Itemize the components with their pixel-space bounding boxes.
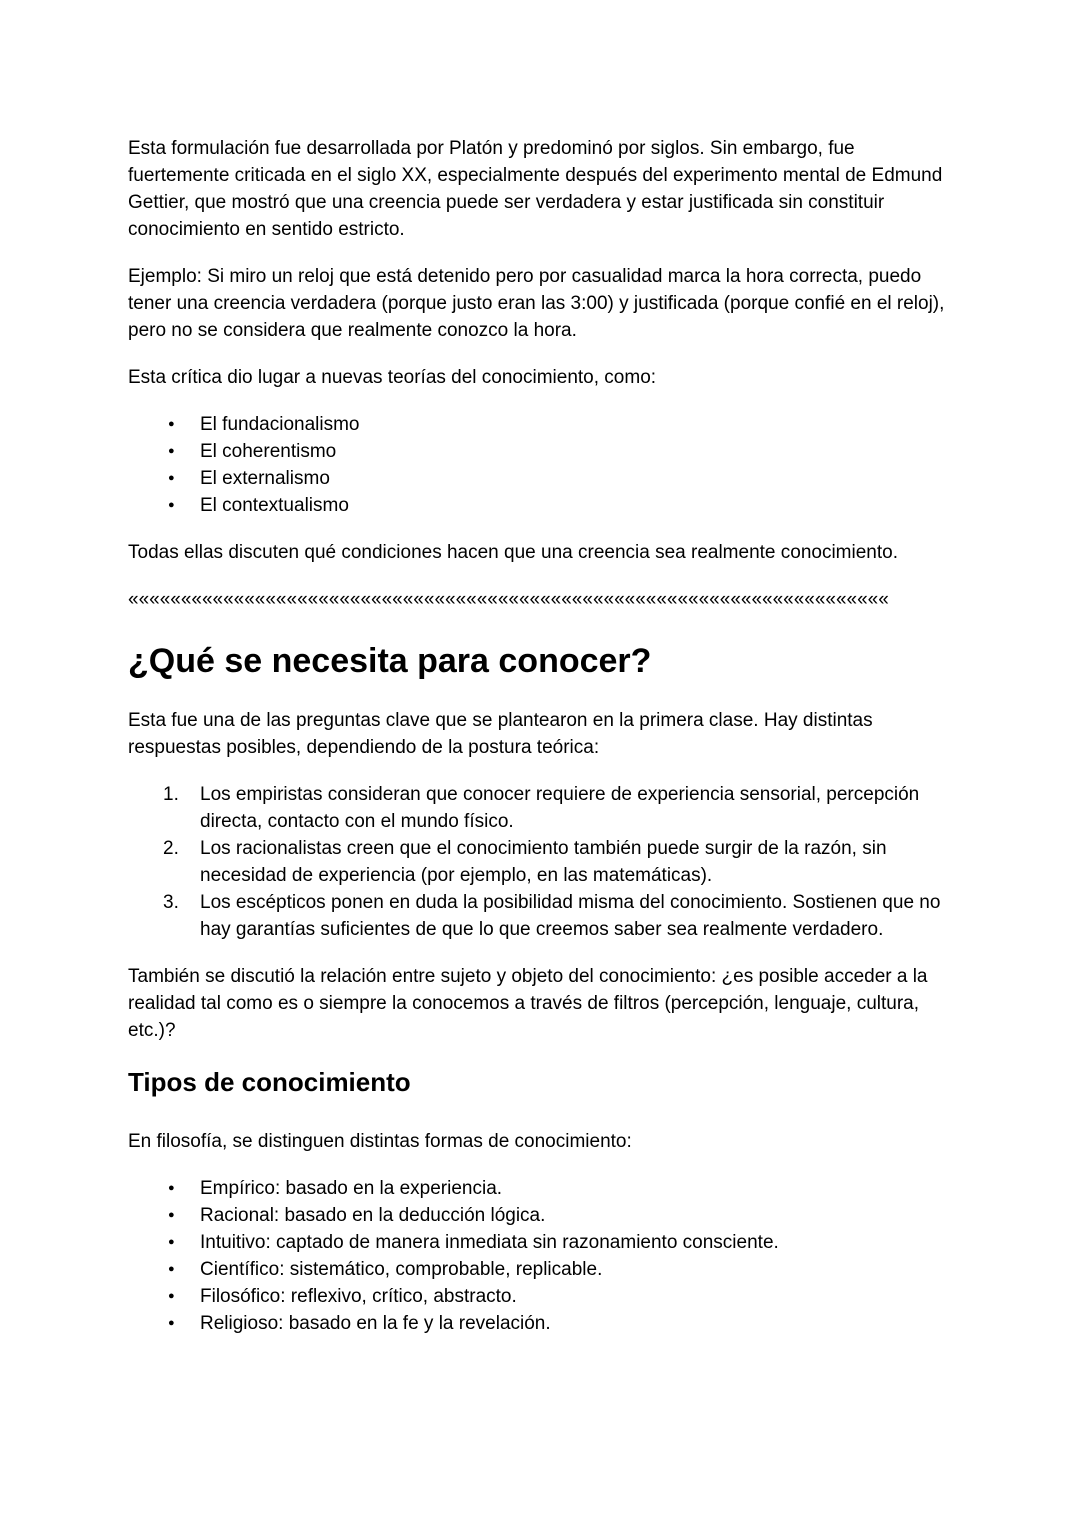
question-intro-paragraph: Esta fue una de las preguntas clave que se plantearon en la primera clase. Hay distintas respuestas posibles, dependiendo de la postura teórica:	[128, 710, 873, 758]
example-paragraph: Ejemplo: Si miro un reloj que está detenido pero por casualidad marca la hora correcta, puedo tener una creencia verdadera (porque justo eran las 3:00) y justificada (porque confié en el reloj), pero no se considera que realmente conozco la hora.	[128, 266, 945, 341]
list-item: Los racionalistas creen que el conocimiento también puede surgir de la razón, sin necesidad de experiencia (por ejemplo, en las matemáticas).	[200, 838, 887, 886]
theories-list	[128, 411, 952, 519]
knowledge-types-list	[128, 1175, 952, 1337]
guillemet-separator: ««««««««««««««««««««««««««««««««««««««««««««««««««««««««««««««««««««««««	[128, 589, 889, 610]
list-item: ● El externalismo	[200, 465, 952, 492]
closing-paragraph: Todas ellas discuten qué condiciones hacen que una creencia sea realmente conocimiento.	[128, 542, 898, 563]
list-item: ● El coherentismo	[200, 438, 952, 465]
list-item: ● Religioso: basado en la fe y la revelación.	[200, 1310, 952, 1337]
positions-list	[128, 781, 952, 943]
intro-paragraph: Esta formulación fue desarrollada por Platón y predominó por siglos. Sin embargo, fue fuertemente criticada en el siglo XX, especialmente después del experimento mental de Edmund Gettier, que mostró que una creencia puede ser verdadera y estar justificada sin constituir conocimiento en sentido estricto.	[128, 138, 943, 240]
list-item: ● Intuitivo: captado de manera inmediata sin razonamiento consciente.	[200, 1229, 952, 1256]
list-item: ● Filosófico: reflexivo, crítico, abstracto.	[200, 1283, 952, 1310]
critique-paragraph: Esta crítica dio lugar a nuevas teorías del conocimiento, como:	[128, 367, 657, 388]
types-intro-paragraph: En filosofía, se distinguen distintas formas de conocimiento:	[128, 1131, 632, 1152]
list-item: Los empiristas consideran que conocer requiere de experiencia sensorial, percepción directa, contacto con el mundo físico.	[200, 784, 920, 832]
list-item: ● Empírico: basado en la experiencia.	[200, 1175, 952, 1202]
sub-heading: Tipos de conocimiento	[128, 1067, 411, 1097]
list-item: Los escépticos ponen en duda la posibilidad misma del conocimiento. Sostienen que no hay garantías suficientes de que lo que creemos saber sea realmente verdadero.	[200, 892, 941, 940]
list-item: ● El fundacionalismo	[200, 411, 952, 438]
list-item: ● Científico: sistemático, comprobable, replicable.	[200, 1256, 952, 1283]
list-item: ● Racional: basado en la deducción lógica.	[200, 1202, 952, 1229]
main-heading: ¿Qué se necesita para conocer?	[128, 642, 652, 680]
list-item: ● El contextualismo	[200, 492, 952, 519]
subject-object-paragraph: También se discutió la relación entre sujeto y objeto del conocimiento: ¿es posible acceder a la realidad tal como es o siempre la conocemos a través de filtros (percepción, lenguaje, cultura, etc.)?	[128, 966, 928, 1041]
